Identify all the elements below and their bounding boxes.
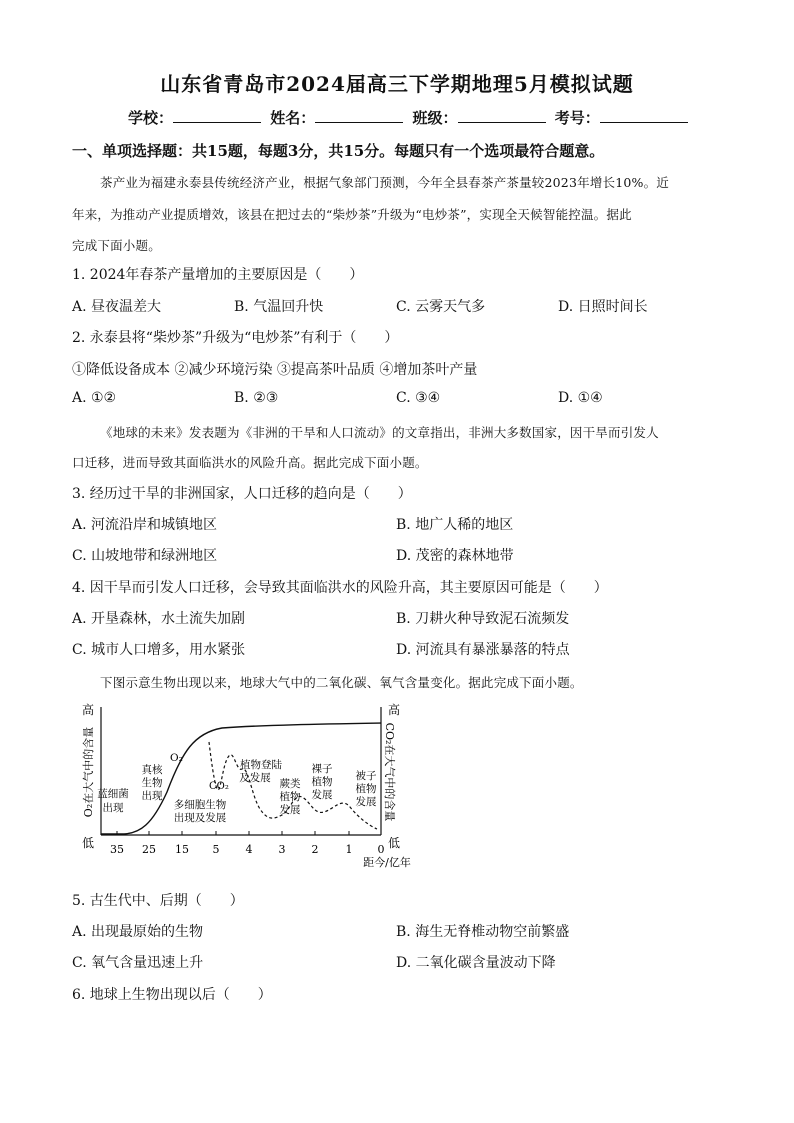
school-blank	[173, 110, 261, 123]
tick-label: 5	[212, 843, 220, 856]
option-a: A. ①②	[72, 390, 117, 406]
option-b: B. 气温回升快	[234, 299, 324, 315]
left-axis-title: O₂在大气中的含量	[82, 726, 95, 818]
class-blank	[458, 110, 546, 123]
option-c: C. 氧气含量迅速上升	[72, 955, 204, 971]
right-high-label: 高	[387, 703, 401, 717]
option-a: A. 河流沿岸和城镇地区	[72, 517, 218, 533]
option-d: D. 二氧化碳含量波动下降	[396, 955, 556, 971]
question-stem: 2. 永泰县将“柴炒茶”升级为“电炒茶”有利于（ ）	[72, 330, 399, 346]
exam-no-label: 考号：	[554, 109, 600, 127]
tick-label: 0	[377, 843, 385, 856]
annotation-multicellular: 出现及发展	[173, 812, 227, 824]
section-heading: 一、单项选择题：共15题，每题3分，共15分。每题只有一个选项最符合题意。	[72, 142, 605, 160]
option-b: B. 地广人稀的地区	[396, 517, 514, 533]
tick-label: 4	[245, 843, 253, 856]
left-high-label: 高	[81, 703, 95, 717]
class-label: 班级：	[412, 109, 458, 127]
tick-label: 35	[110, 843, 124, 856]
school-label: 学校：	[128, 109, 174, 127]
annotation-gymnosperms: 植物	[311, 776, 333, 788]
annotation-angiosperms: 被子	[355, 770, 377, 782]
option-a: A. 昼夜温差大	[72, 299, 162, 315]
annotation-ferns: 蕨类	[279, 778, 301, 790]
right-low-label: 低	[387, 836, 401, 850]
material-text: 年来，为推动产业提质增效，该县在把过去的“柴炒茶”升级为“电炒茶”，实现全天候智能控温。据此	[72, 207, 632, 222]
co2-curve-label: CO₂	[209, 781, 229, 792]
annotation-eukaryote: 真核	[141, 764, 163, 776]
student-info-line	[128, 107, 692, 128]
option-d: D. 日照时间长	[558, 299, 648, 315]
annotation-land-plants: 植物登陆	[240, 759, 282, 771]
annotation-gymnosperms: 发展	[311, 789, 333, 801]
material-text: 下图示意生物出现以来，地球大气中的二氧化碳、氧气含量变化。据此完成下面小题。	[100, 675, 583, 690]
tick-label: 1	[345, 843, 353, 856]
annotation-multicellular: 多细胞生物	[173, 799, 227, 811]
o2-curve-label: O₂	[170, 752, 183, 764]
option-a: A. 出现最原始的生物	[72, 924, 204, 940]
option-b: B. 海生无脊椎动物空前繁盛	[396, 924, 570, 940]
annotation-cyanobacteria: 蓝细菌	[97, 788, 129, 800]
atmosphere-composition-figure	[72, 697, 417, 872]
annotation-ferns: 发展	[279, 804, 301, 816]
option-d: D. 茂密的森林地带	[396, 548, 514, 564]
option-d: D. ①④	[558, 390, 603, 406]
page-title: 山东省青岛市2024届高三下学期地理5月模拟试题	[160, 72, 634, 96]
annotation-eukaryote: 出现	[141, 790, 163, 802]
left-low-label: 低	[81, 836, 95, 850]
annotation-ferns: 植物	[279, 791, 301, 803]
option-d: D. 河流具有暴涨暴落的特点	[396, 642, 570, 658]
annotation-gymnosperms: 裸子	[311, 763, 333, 775]
material-text: 《地球的未来》发表题为《非洲的干旱和人口流动》的文章指出，非洲大多数国家，因干旱而引发人	[100, 425, 659, 440]
annotation-angiosperms: 植物	[355, 783, 377, 795]
annotation-angiosperms: 发展	[355, 796, 377, 808]
name-label: 姓名：	[270, 109, 316, 127]
question-stem: 6. 地球上生物出现以后（ ）	[72, 987, 272, 1003]
question-stem: 1. 2024年春茶产量增加的主要原因是（ ）	[72, 267, 364, 283]
question-stem: 3. 经历过干旱的非洲国家，人口迁移的趋向是（ ）	[72, 486, 412, 502]
tick-label: 2	[311, 843, 319, 856]
annotation-land-plants: 及发展	[239, 772, 271, 784]
option-c: C. 城市人口增多，用水紧张	[72, 642, 246, 658]
material-text: 口迁移，进而导致其面临洪水的风险升高。据此完成下面小题。	[72, 455, 428, 470]
material-text: 完成下面小题。	[72, 238, 161, 253]
material-text: 茶产业为福建永泰县传统经济产业，根据气象部门预测，今年全县春茶产茶量较2023年增长10%。近	[100, 175, 669, 190]
x-axis-title: 距今/亿年	[363, 856, 411, 869]
right-axis-title: CO₂在大气中的含量	[383, 722, 396, 822]
exam-no-blank	[600, 110, 688, 123]
option-b: B. 刀耕火种导致泥石流频发	[396, 611, 570, 627]
tick-label: 25	[142, 843, 156, 856]
option-c: C. 山坡地带和绿洲地区	[72, 548, 218, 564]
annotation-cyanobacteria: 出现	[102, 802, 124, 814]
tick-label: 15	[175, 843, 189, 856]
name-blank	[315, 110, 403, 123]
option-b: B. ②③	[234, 390, 279, 406]
option-c: C. 云雾天气多	[396, 299, 486, 315]
option-c: C. ③④	[396, 390, 441, 406]
question-stem: 4. 因干旱而引发人口迁移，会导致其面临洪水的风险升高，其主要原因可能是（ ）	[72, 580, 608, 596]
annotation-eukaryote: 生物	[141, 777, 163, 789]
tick-label: 3	[278, 843, 286, 856]
question-stem: 5. 古生代中、后期（ ）	[72, 893, 244, 909]
option-a: A. 开垦森林，水土流失加剧	[72, 611, 246, 627]
question-items: ①降低设备成本 ②减少环境污染 ③提高茶叶品质 ④增加茶叶产量	[72, 362, 478, 378]
